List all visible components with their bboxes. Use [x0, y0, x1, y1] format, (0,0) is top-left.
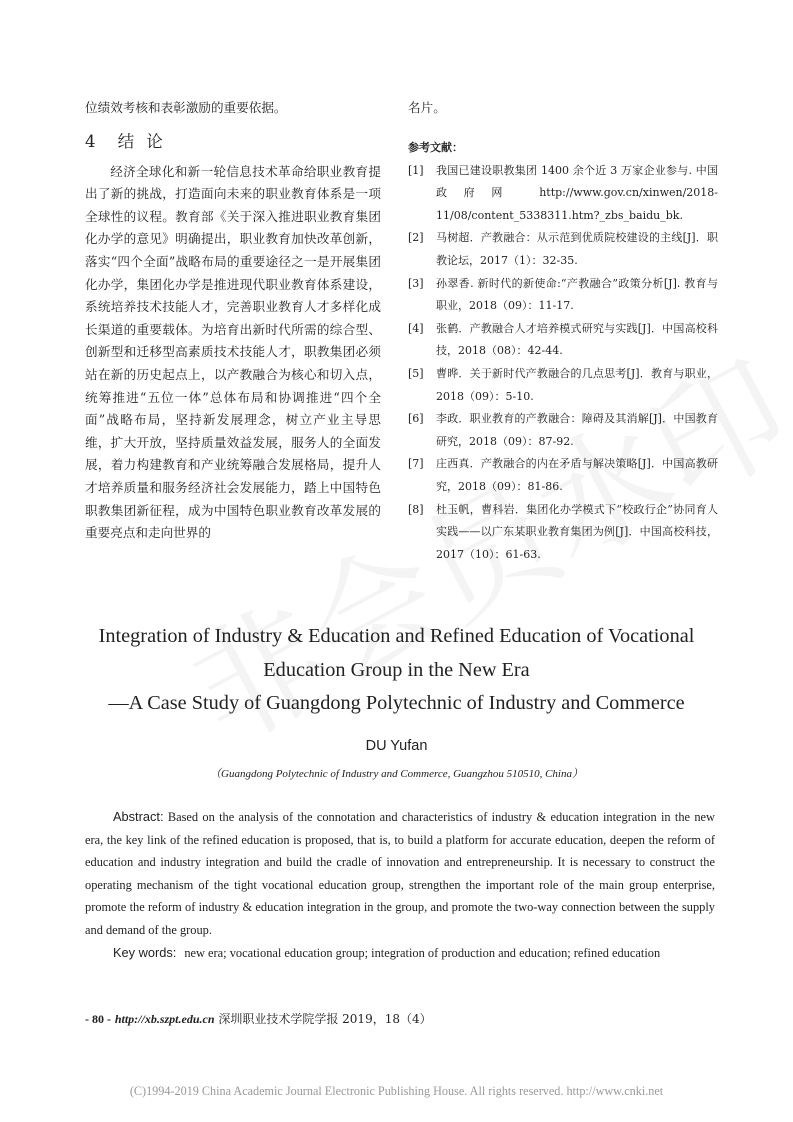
reference-text: 孙翠香. 新时代的新使命:“产教融合”政策分析[J]. 教育与职业，2018（09）：11-17. — [436, 276, 718, 313]
abstract — [85, 806, 715, 942]
reference-item — [408, 499, 718, 567]
section-title: 结论 — [117, 131, 175, 151]
author-name: DU Yufan — [365, 738, 428, 754]
reference-number: [2] — [408, 231, 424, 245]
copyright-notice: (C)1994-2019 China Academic Journal Electronic Publishing House. All rights reserved. http://www.cnki.net — [129, 1084, 664, 1098]
english-title — [60, 620, 733, 721]
reference-text: 张鹤．产教融合人才培养模式研究与实践[J]．中国高校科技，2018（08）：42-44. — [436, 321, 718, 358]
journal-citation: 深圳职业技术学院学报 2019，18（4） — [218, 1012, 432, 1026]
reference-text: 杜玉帆，曹科岩．集团化办学模式下“校政行企”协同育人实践——以广东某职业教育集团为例[J]．中国高校科技，2017（10）：61-63. — [436, 502, 718, 561]
page-number: - 80 - — [85, 1012, 111, 1026]
reference-text: 庄西真．产教融合的内在矛盾与解决策略[J]．中国高教研究，2018（09）：81-86. — [436, 457, 718, 493]
keywords-label: Key words: — [113, 945, 177, 960]
english-title-line-2: Education Group in the New Era — [263, 658, 530, 681]
right-column — [408, 97, 718, 566]
reference-number: [8] — [408, 502, 424, 516]
reference-list — [408, 160, 718, 567]
english-subtitle: —A Case Study of Guangdong Polytechnic of Industry and Commerce — [108, 692, 685, 714]
conclusion-paragraph: 经济全球化和新一轮信息技术革命给职业教育提出了新的挑战，打造面向未来的职业教育体系是一项全球性的议程。教育部《关于深入推进职业教育集团化办学的意见》明确提出，职业教育加快改革创新，落实“四个全面”战略布局的重要途径之一是开展集团化办学，集团化办学是推进现代职业教育体系建设，系统培养技术技能人才，完善职业教育人才多样化成长渠道的重要载体。为培育出新时代所需的综合型、创新型和迁移型高素质技术技能人才，职教集团必须站在新的历史起点上，以产教融合为核心和切入点，统筹推进“五位一体”总体布局和协调推进“四个全面”战略布局，坚持新发展理念，树立产业主导思维，扩大开放，坚持质量效益发展，服务人的全面发展，着力构建教育和产业统筹融合发展格局，提升人才培养质量和服务经济社会发展能力，踏上中国特色职教集团新征程，成为中国特色职业教育改革发展的重要亮点和走向世界的 — [85, 163, 381, 541]
reference-item — [408, 408, 718, 453]
abstract-label: Abstract: — [113, 809, 164, 824]
section-number: 4 — [85, 131, 96, 151]
reference-number: [5] — [408, 366, 424, 380]
section-heading — [85, 129, 381, 155]
reference-number: [1] — [408, 163, 424, 177]
reference-number: [7] — [408, 457, 424, 471]
references-heading: 参考文献： — [408, 140, 463, 154]
reference-text: 我国已建设职教集团 1400 余个近 3 万家企业参与. 中国政府网 http://www.gov.cn/xinwen/2018-11/08/content_5338311.htm?_zbs_baidu_bk. — [436, 163, 718, 222]
page-footer — [85, 1010, 432, 1027]
english-title-line-1: Integration of Industry & Education and Refined Education of Vocational — [98, 625, 695, 647]
reference-item — [408, 318, 718, 363]
reference-text: 李政．职业教育的产教融合：障碍及其消解[J]．中国教育研究，2018（09）：87-92. — [436, 412, 718, 448]
reference-item — [408, 453, 718, 498]
abstract-text: Based on the analysis of the connotation and characteristics of industry & education integration in the new era, the key link of the refined education is proposed, that is, to build a platform for accurate education, deepen the reform of education and industry integration and build the cradle of innovation and entrepreneurship. It is necessary to construct the operating mechanism of the tight vocational education group, strengthen the important role of the main group enterprise, promote the reform of industry & education integration in the group, and promote the two-way connection between the supply and demand of the group. — [85, 810, 715, 937]
reference-number: [3] — [408, 276, 424, 290]
carryover-text-right: 名片。 — [408, 100, 446, 115]
reference-item — [408, 160, 718, 228]
author-affiliation: （Guangdong Polytechnic of Industry and Commerce, Guangzhou 510510, China） — [210, 768, 583, 780]
left-column — [85, 97, 381, 545]
reference-item — [408, 227, 718, 272]
keywords — [113, 942, 715, 965]
carryover-text-left: 位绩效考核和表彰激励的重要依据。 — [85, 100, 287, 115]
reference-number: [4] — [408, 321, 424, 335]
reference-number: [6] — [408, 412, 424, 426]
reference-item — [408, 273, 718, 318]
journal-url: http://xb.szpt.edu.cn — [114, 1012, 215, 1026]
reference-item — [408, 363, 718, 408]
reference-text: 曹晔．关于新时代产教融合的几点思考[J]．教育与职业，2018（09）：5-10. — [436, 366, 718, 403]
reference-text: 马树超．产教融合：从示范到优质院校建设的主线[J]．职教论坛，2017（1）：32-35. — [436, 231, 718, 267]
keywords-text: new era; vocational education group; integration of production and education; refined education — [184, 946, 661, 960]
